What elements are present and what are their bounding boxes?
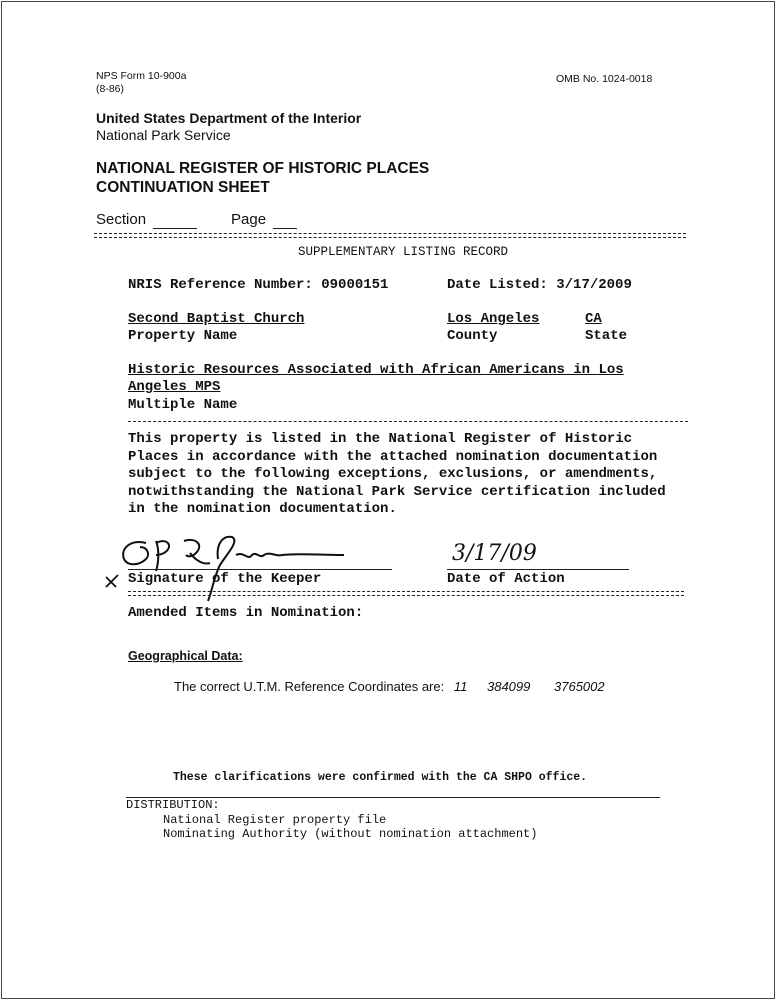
statement-paragraph <box>128 431 666 519</box>
signature-line <box>128 569 392 570</box>
utm-zone: 11 <box>453 679 468 694</box>
signature-label: Signature of the Keeper <box>128 571 322 587</box>
section-label: Section <box>96 211 147 228</box>
page-blank <box>273 228 297 229</box>
utm-northing: 3765002 <box>554 679 605 694</box>
nris-label: NRIS Reference Number: <box>128 277 313 293</box>
statement-line: notwithstanding the National Park Service certification included <box>128 483 666 500</box>
agency: National Park Service <box>96 127 231 143</box>
statement-line: Places in accordance with the attached nomination documentation <box>128 448 658 465</box>
property-name: Second Baptist Church <box>128 311 305 327</box>
multiple-name-label: Multiple Name <box>128 397 238 413</box>
department: United States Department of the Interior <box>96 110 362 126</box>
clarification-note: These clarifications were confirmed with the CA SHPO office. <box>173 771 588 784</box>
property-name-label: Property Name <box>128 328 238 344</box>
date-of-action-label: Date of Action <box>447 571 565 587</box>
nris-number: 09000151 <box>321 277 389 293</box>
state: CA <box>585 311 602 327</box>
utm-easting: 384099 <box>486 679 531 694</box>
keeper-signature <box>100 525 360 610</box>
multiple-name-line2: Angeles MPS <box>128 379 221 395</box>
statement-line: subject to the following exceptions, exclusions, or amendments, <box>128 466 658 483</box>
omb-number: OMB No. 1024-0018 <box>556 73 653 85</box>
distribution-item: National Register property file <box>163 813 387 827</box>
double-rule-top <box>94 233 686 238</box>
page-label: Page <box>231 211 267 228</box>
county-label: County <box>447 328 498 344</box>
date-listed-label: Date Listed: <box>447 277 548 293</box>
double-rule-bottom <box>128 591 684 596</box>
dashed-separator <box>128 421 688 422</box>
form-date: (8-86) <box>96 83 125 95</box>
state-label: State <box>585 328 628 344</box>
title-line2: CONTINUATION SHEET <box>96 179 270 196</box>
utm-text: The correct U.T.M. Reference Coordinates are: <box>174 679 445 694</box>
amended-items-label: Amended Items in Nomination: <box>128 605 364 621</box>
utm-line <box>174 679 605 694</box>
distribution-item: Nominating Authority (without nomination attachment) <box>163 827 538 841</box>
statement-line: in the nomination documentation. <box>128 501 397 518</box>
distribution-heading: DISTRIBUTION: <box>126 798 220 812</box>
statement-line: This property is listed in the National Register of Historic <box>128 431 633 447</box>
multiple-name-line1: Historic Resources Associated with African Americans in Los <box>128 362 624 378</box>
action-date-handwritten: 3/17/09 <box>452 541 537 566</box>
record-heading: SUPPLEMENTARY LISTING RECORD <box>298 245 509 259</box>
date-listed: 3/17/2009 <box>556 277 632 293</box>
section-blank <box>153 228 197 229</box>
geo-heading: Geographical Data: <box>128 649 243 663</box>
date-line <box>447 569 629 570</box>
title-line1: NATIONAL REGISTER OF HISTORIC PLACES <box>96 160 430 177</box>
form-number: NPS Form 10-900a <box>96 70 187 82</box>
county: Los Angeles <box>447 311 540 327</box>
